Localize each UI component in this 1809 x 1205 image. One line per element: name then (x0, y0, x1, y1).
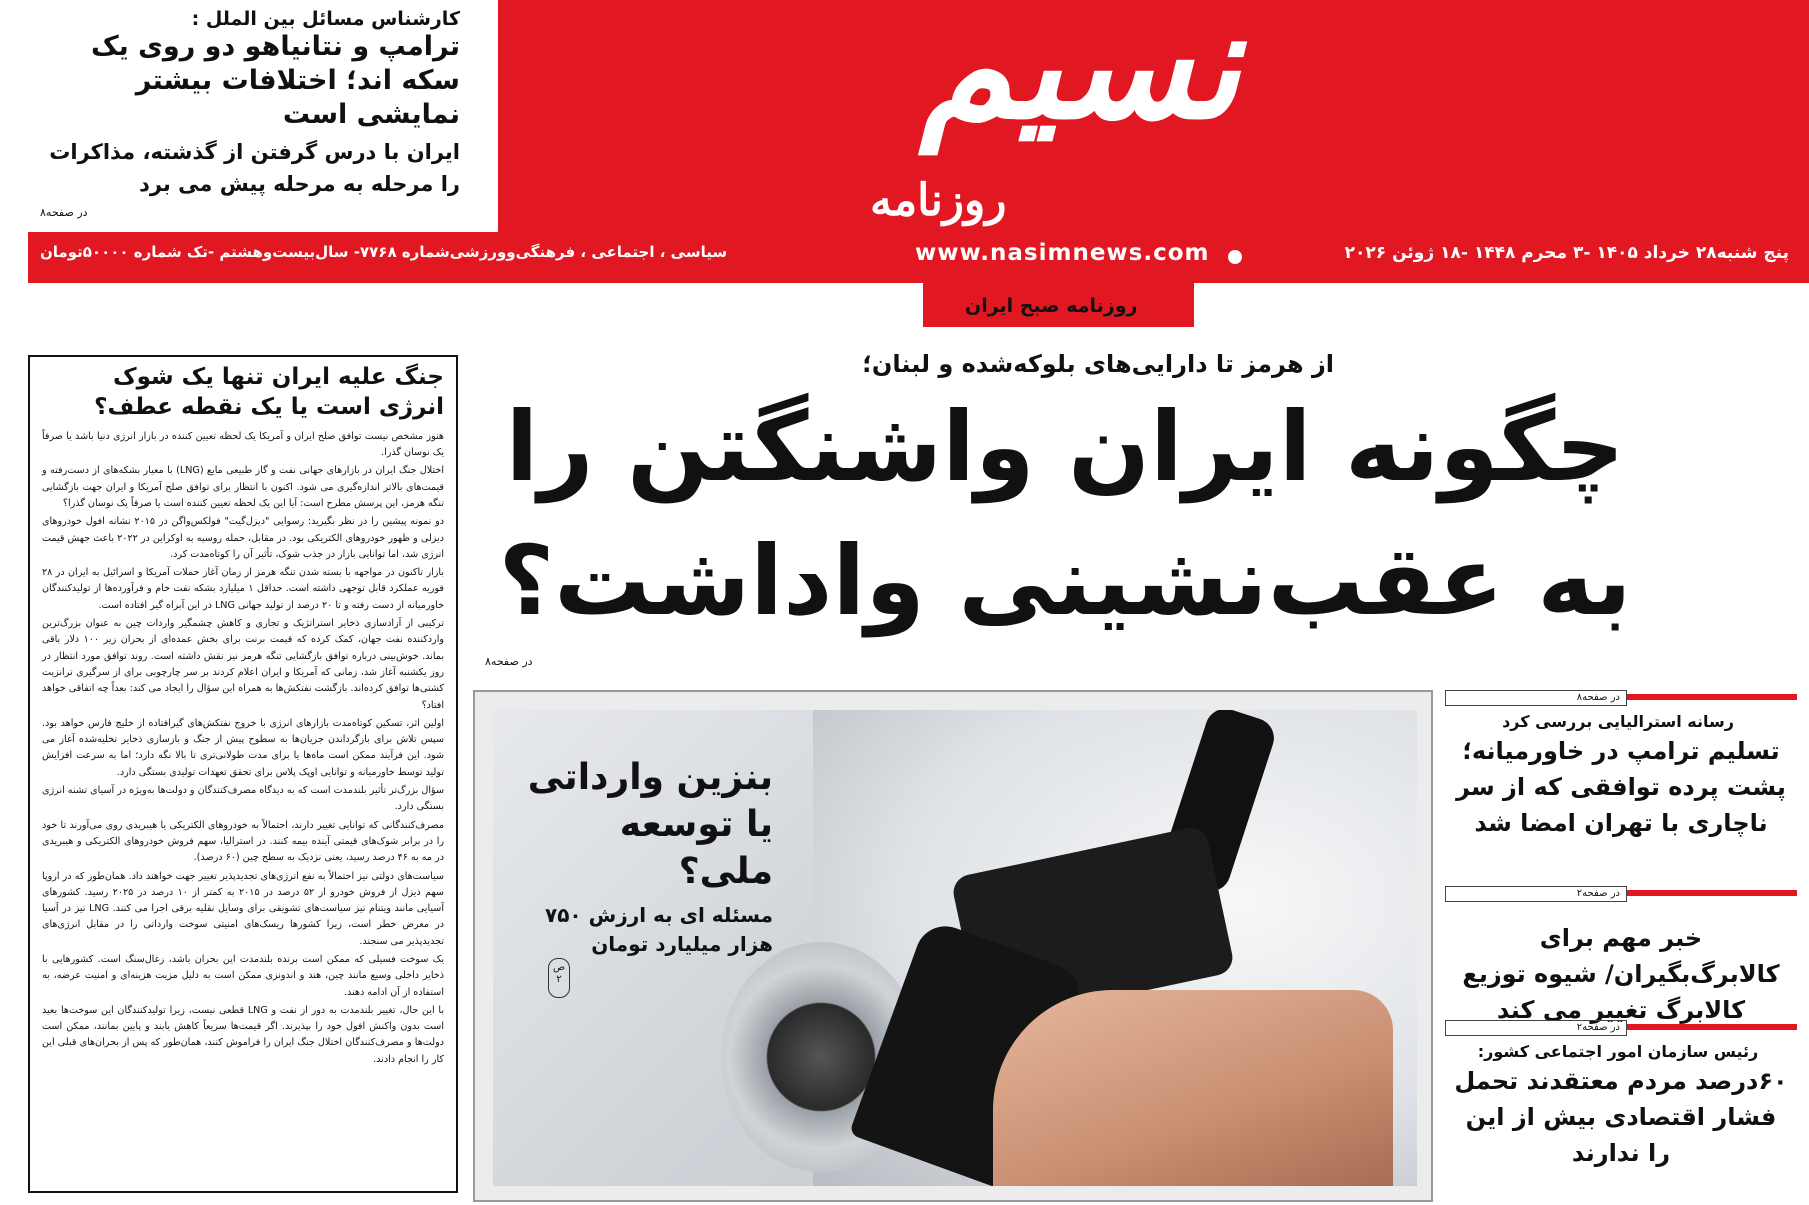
paragraph: اولین اثر، تسکین کوتاه‌مدت بازارهای انرژی با خروج نفتکش‌های گیرافتاده از خلیج فارس خواهد بود. سپس تلاش برای بازگرداندن جریان‌ها به سطوح پیش از جنگ و بازسازی ذخایر تخلیه‌شده آغاز می شود. این فرآیند ممکن است ماه‌ها یا برای مدت طولانی‌تری تا بالا نگه دارد؛ اما به سرعت افزایش تولید توسط خاورمیانه و توانایی اوپک پلاس برای تحقق تعهدات تولیدی بستگی دارد. (42, 717, 444, 778)
masthead-tagline: روزنامه صبح ایران (965, 295, 1138, 317)
corner-teaser-ref: در صفحه۸ (40, 206, 88, 220)
logo-word: نسیم (919, 0, 1241, 153)
right-column (1445, 690, 1797, 1202)
paragraph: دو نمونه پیشین را در نظر بگیرید: رسوایی "دیزل‌گیت" فولکس‌واگن در ۲۰۱۵ نشانه افول خودروهای دیزلی و ظهور خودروهای الکتریکی بود. در مقابل، حمله روسیه به اوکراین در ۲۰۲۲ باعث جهش قیمت انرژی شد، اما توانایی بازار در جذب شوک، تأثیر آن را کوتاه‌مدت کرد. (42, 516, 445, 560)
bullet-dot-icon (1228, 250, 1242, 264)
story-kicker: رئیس سازمان امور اجتماعی کشور: (1477, 1042, 1759, 1061)
newspaper-logo (870, 0, 1290, 320)
story-kicker: رسانه استرالیایی بررسی کرد (1502, 712, 1734, 731)
paragraph: با این حال، تغییر بلندمدت به دور از نفت و LNG قطعی نیست، زیرا تولیدکنندگان این سوخت‌ها بعید است بدون واکنش افول خود را بپذیرند. اگر قیمت‌ها سریعاً کاهش یابند و پایین بمانند، ممکن است دولت‌ها و مصرف‌کنندگان اختلال جنگ ایران را فراموش کنند، همان‌طور که پس از بحران‌های قبلی این کار را انجام دادند. (42, 1004, 444, 1065)
story-ref-row (1445, 1020, 1797, 1036)
paragraph: سیاست‌های دولتی نیز احتمالاً به نفع انرژی‌های تجدیدپذیر تغییر جهت خواهند داد. همان‌طور که در اروپا سهم دیزل از فروش خودرو از ۵۲ درصد در ۲۰۱۵ به کمتر از ۱۰ درصد در ۲۰۲۵ رسید. کشورهای آسیایی مانند ویتنام نیز سیاست‌های تشویقی برای وسایل نقلیه برقی اجرا می کنند. LNG نیز در آسیا در معرض خطر است، زیرا کشورها ریسک‌های امنیتی سوخت وارداتی را در مقابل انرژی‌های تجدیدپذیر می سنجند. (42, 870, 444, 947)
lead-headline[interactable] (480, 380, 1650, 649)
lead-ref: در صفحه۸ (485, 655, 533, 668)
photo-story-frame[interactable] (473, 690, 1433, 1202)
left-column-title: جنگ علیه ایران تنها یک شوک انرژی است یا یک نقطه عطف؟ (94, 364, 444, 420)
right-story-1[interactable] (1445, 690, 1797, 843)
story-ref: در صفحه۲ (1445, 1020, 1627, 1036)
red-rule (1627, 1024, 1797, 1030)
story-ref: در صفحه۸ (1445, 690, 1627, 706)
corner-teaser-sub: ایران با درس گرفتن از گذشته، مذاکرات را مرحله به مرحله پیش می برد (49, 140, 460, 196)
paragraph: مصرف‌کنندگانی که توانایی تغییر دارند، احتمالاً به خودروهای الکتریکی یا هیبریدی روی می‌آورند تا خود را در برابر شوک‌های قیمتی آینده بیمه کنند. در استرالیا، سهم فروش خودروهای الکتریکی و هیبریدی در مه به ۴۶ درصد رسید، یعنی نزدیک به سطح چین (۶۰ درصد). (42, 819, 444, 864)
story-ref-row (1445, 886, 1797, 902)
photo-story-ref: ص ۲ (548, 958, 570, 998)
dateline: پنج شنبه۲۸ خرداد ۱۴۰۵ -۳ محرم ۱۴۴۸ -۱۸ ژوئن ۲۰۲۶ (1344, 243, 1789, 263)
story-headline: ۶۰درصد مردم معتقدند تحمل فشار اقتصادی بیش از این را ندارند (1454, 1067, 1788, 1167)
logo-prefix: روزنامه (870, 175, 1007, 226)
site-url[interactable]: www.nasimnews.com (915, 240, 1210, 266)
photo-story-text (513, 755, 773, 959)
hand-shape (993, 990, 1393, 1186)
photo-story-headline: بنزین وارداتی یا توسعه ملی؟ (527, 757, 773, 892)
red-rule (1627, 694, 1797, 700)
corner-teaser-headline: ترامپ و نتانیاهو دو روی یک سکه اند؛ اختلافات بیشتر نمایشی است (90, 31, 460, 130)
left-column-article[interactable] (28, 355, 458, 1193)
fuel-nozzle-photo (493, 710, 1417, 1186)
photo-story-sub: مسئله ای به ارزش ۷۵۰ هزار میلیارد تومان (545, 903, 773, 957)
lead-headline-line2: به عقب‌نشینی واداشت؟ (498, 525, 1632, 638)
paragraph: ترکیبی از آزادسازی ذخایر استراتژیک و تجاری و کاهش چشمگیر واردات چین به عنوان بزرگ‌ترین واردکننده نفت جهان، کمک کرده که قیمت برنت برای بخش عمده‌ای از بحران زیر ۱۰۰ دلار باقی بماند. خوش‌بینی درباره توافق بازگشایی تنگه هرمز نیز نقش داشته است. روند توافق مورد انتظار در روز یکشنبه آغاز شد، زمانی که آمریکا و ایران اعلام کردند بر سر چارچوبی برای از سرگیری ترانزیت کشتی‌ها توافق کرده‌اند. بازگشت نفتکش‌ها به همراه این سؤال را ایجاد می کند: بعداً چه اتفاقی خواهد افتاد؟ (42, 618, 444, 711)
right-story-3[interactable] (1445, 1020, 1797, 1173)
corner-teaser-kicker: کارشناس مسائل بین الملل : (191, 8, 460, 30)
masthead-bottom-strip (28, 283, 923, 327)
paragraph: یک سوخت فسیلی که ممکن است برنده بلندمدت این بحران باشد، زغال‌سنگ است. کشورهایی با ذخایر داخلی وسیع مانند چین، هند و اندونزی ممکن است به دلیل مزیت هزینه‌ای و امنیت عرضه، به استفاده از آن ادامه دهند. (42, 953, 444, 998)
red-rule (1627, 890, 1797, 896)
lead-kicker: از هرمز تا دارایی‌های بلوکه‌شده و لبنان؛ (862, 350, 1334, 378)
lead-headline-line1: چگونه ایران واشنگتن را (505, 391, 1625, 503)
issue-info-line: سیاسی ، اجتماعی ، فرهنگی‌وورزشی‌شماره ۷۷۶۸- سال‌بیست‌وهشتم -تک شماره ۵۰۰۰۰تومان (40, 243, 728, 261)
story-ref-row (1445, 690, 1797, 706)
story-headline: خبر مهم برای کالابرگ‌بگیران/ شیوه توزیع کالابرگ تغییر می کند (1462, 924, 1780, 1024)
story-ref: در صفحه۲ (1445, 886, 1627, 902)
story-headline: تسلیم ترامپ در خاورمیانه؛ پشت پرده توافقی که از سر ناچاری با تهران امضا شد (1456, 737, 1786, 837)
right-story-2[interactable] (1445, 886, 1797, 1030)
paragraph: بازار تاکنون در مواجهه با بسته شدن تنگه هرمز از زمان آغاز حملات آمریکا و اسرائیل به ایران در ۲۸ فوریه عملکرد قابل توجهی داشته است. حداقل ۱ میلیارد بشکه نفت خام و فرآورده‌ها از تولیدکنندگان خاورمیانه از دست رفته و تا ۲۰ درصد از تولید جهانی LNG در این آبراه گیر افتاده است. (42, 567, 444, 611)
paragraph: سؤال بزرگ‌تر تأثیر بلندمدت است که به دیدگاه مصرف‌کنندگان و دولت‌ها به‌ویژه در آسیای تشنه انرژی بستگی دارد. (41, 785, 444, 813)
corner-teaser[interactable] (40, 8, 460, 219)
left-column-body (42, 429, 444, 1068)
paragraph: هنوز مشخص نیست توافق صلح ایران و آمریکا یک لحظه تعیین کننده در بازار انرژی دنیا باشد یا صرفاً یک نوسان گذرا. (42, 430, 444, 459)
paragraph: اختلال جنگ ایران در بازارهای جهانی نفت و گاز طبیعی مایع (LNG) با معیار بشکه‌های از دست‌رفته و قیمت‌های بالاتر اندازه‌گیری می شود. اکنون با انتظار برای توافق صلح آمریکا و ایران جهت بازگشایی تنگه هرمز، این پرسش مطرح است: آیا این یک لحظه تعیین کننده است یا صرفاً یک نوسان گذرا؟ (42, 465, 444, 509)
